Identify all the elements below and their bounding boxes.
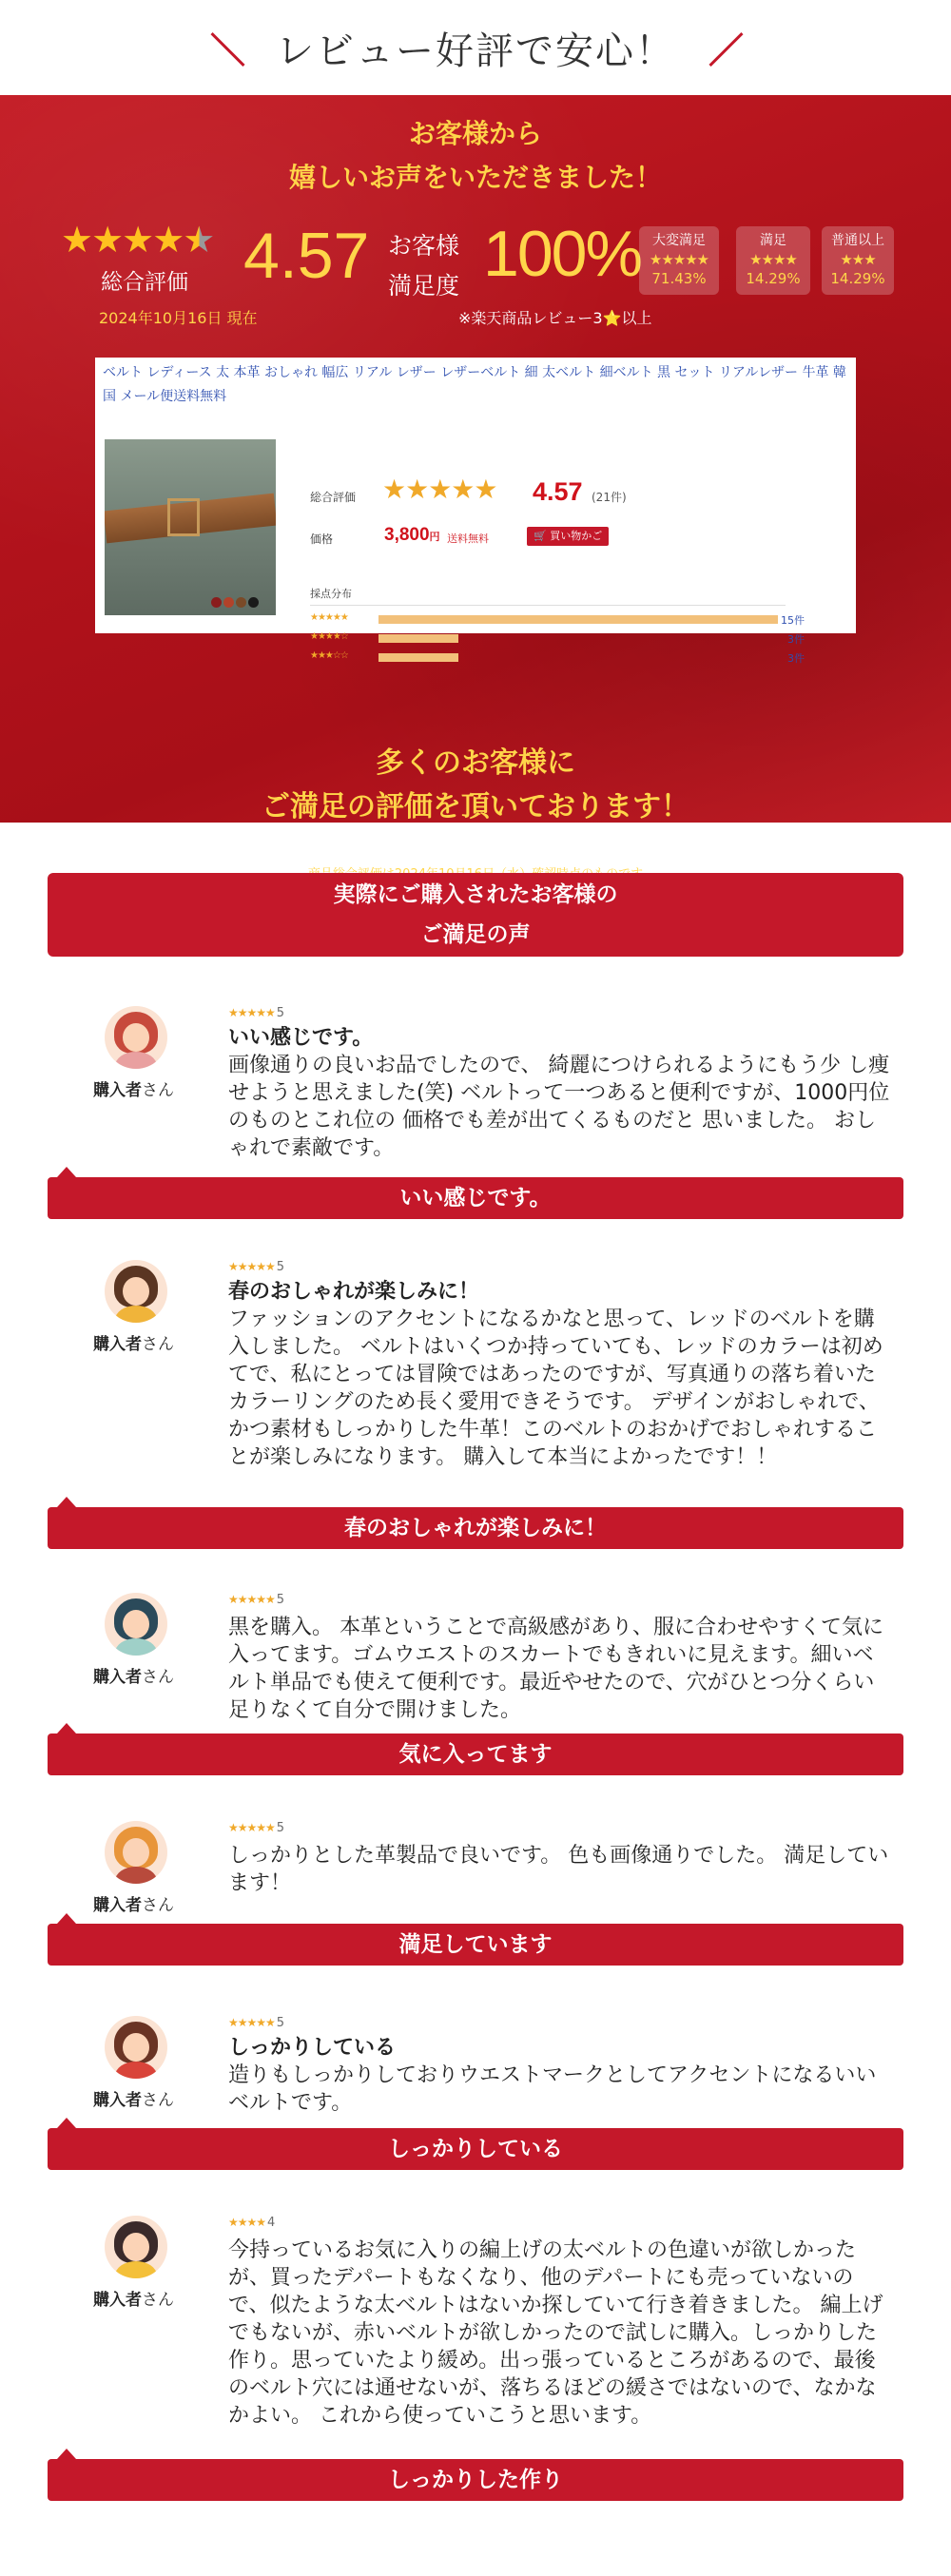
review-card: [48, 2216, 903, 2501]
ratebox-stars: ★★★★: [749, 251, 797, 268]
review-text: 今持っているお気に入りの編上げの太ベルトの色違いが欲しかったが、買ったデパートもなくなり、他のデパートにも売っていないので、似たような太ベルトはないか探していて行き着きました。 編上げでもないが、赤いベルトが欲しかったので試しに購入。しっかりした作り。思っていたより緩め。出っ張っているところがあるので、最後のベルト穴には通せないが、落ちるほどの緩さではないので、なかなかよい。 これから使っていこうと思います。: [228, 2238, 883, 2428]
reviewer-avatar: [105, 1821, 167, 1884]
overall-score: 4.57: [243, 220, 370, 292]
product-price: [384, 525, 440, 546]
review-tag-bar: [48, 1733, 903, 1775]
half-star-icon: ★: [183, 219, 214, 261]
review-score: 5: [276, 1006, 284, 1020]
product-stars: ★★★★★: [382, 474, 497, 505]
ratebox-very-satisfied: [639, 226, 719, 295]
reviewer-avatar: [105, 1260, 167, 1323]
color-swatches: [209, 593, 259, 611]
review-stars: [228, 1821, 283, 1835]
avatar-face: [123, 1838, 149, 1867]
thanks-heading: [0, 112, 951, 200]
reviewer-name: [93, 1076, 174, 1100]
rating-note: ※楽天商品レビュー3⭐以上: [458, 309, 652, 327]
review-text: 黒を購入。 本革ということで高級感があり、服に合わせやすくて気に入ってます。ゴムウエストのスカートでもきれいに見えます。細いベルト単品でも使えて便利です。最近やせたので、穴がひとつ分くらい足りなくて自分で開けました。: [228, 1616, 883, 1722]
speech-tip: [57, 2118, 76, 2128]
reviewer-suffix: さん: [142, 1896, 174, 1915]
divider: [310, 605, 786, 606]
distribution-label: 採点分布: [310, 588, 352, 600]
speech-tip: [57, 1497, 76, 1507]
distribution-count: 3件: [787, 652, 805, 665]
avatar-body: [115, 1306, 157, 1323]
section-header: [0, 0, 951, 95]
thanks-line-2: 嬉しいお声をいただきました！: [288, 162, 662, 193]
avatar-body: [115, 1052, 157, 1069]
product-score: 4.57: [533, 477, 583, 506]
distribution-row[interactable]: [310, 612, 805, 626]
review-stars: [228, 1260, 283, 1274]
satisfaction-label-2: 満足度: [388, 272, 460, 300]
review-stars: [228, 1593, 283, 1607]
review-headline: 春のおしゃれが楽しみに！: [228, 1280, 480, 1304]
reviewer-label: 購入者: [93, 1668, 142, 1687]
review-star-icons: ★★★★★: [228, 2016, 275, 2029]
distribution-row[interactable]: [310, 650, 805, 664]
ratebox-percent: 14.29%: [830, 270, 885, 287]
distribution-bar: [378, 615, 778, 624]
review-tag: 気に入ってます: [398, 1742, 553, 1767]
distribution-count: 3件: [787, 633, 805, 646]
ratebox-label: 普通以上: [831, 233, 884, 248]
ratebox-stars: ★★★: [840, 251, 876, 268]
closing-line-1: 多くのお客様に: [376, 746, 575, 780]
price-unit: 円: [429, 532, 440, 543]
distribution-stars: ★★★★☆: [310, 631, 348, 642]
speech-tip: [57, 2449, 76, 2459]
cart-button[interactable]: [527, 527, 609, 546]
reviewer-label: 購入者: [93, 2091, 142, 2110]
closing-heading: [0, 742, 951, 829]
price-value: 3,800: [384, 525, 430, 545]
review-text: ファッションのアクセントになるかなと思って、レッドのベルトを購入しました。 ベルトはいくつか持っていても、レッドのカラーは初めてで、私にとっては冒険ではあったのですが、写真通りの落ち着いたカラーリングのため長く愛用できそうです。 デザインがおしゃれで、かつ素材もしっかりした牛革！このベルトのおかげでおしゃれすることが楽しみになります。 購入して本当によかったです！！: [228, 1307, 883, 1469]
avatar-body: [115, 2062, 157, 2079]
price-label: 価格: [310, 533, 334, 546]
reviewer-name: [93, 1663, 174, 1687]
ratebox-average-or-better: [822, 226, 894, 295]
review-tag: しっかりしている: [388, 2137, 563, 2161]
review-tag: 春のおしゃれが楽しみに！: [344, 1516, 607, 1540]
satisfaction-percent: 100%: [483, 218, 641, 290]
thanks-line-1: お客様から: [408, 118, 542, 149]
speech-tip: [57, 1723, 76, 1733]
reviewer-suffix: さん: [142, 1668, 174, 1687]
speech-tip: [57, 1913, 76, 1924]
avatar-face: [123, 2233, 149, 2261]
customer-voice-banner: [48, 873, 903, 957]
review-card: [48, 1260, 903, 1549]
color-swatch: [223, 597, 234, 608]
review-score: 5: [276, 2016, 284, 2030]
reviewer-avatar: [105, 1593, 167, 1656]
reviewer-avatar: [105, 2216, 167, 2278]
review-score: 5: [276, 1593, 284, 1607]
review-headline: しっかりしている: [228, 2036, 397, 2060]
review-text: 造りもしっかりしておりウエストマークとしてアクセントになるいいベルトです。: [228, 2063, 877, 2115]
review-tag: しっかりした作り: [388, 2468, 563, 2492]
satisfaction-label: [388, 226, 459, 306]
color-swatch: [236, 597, 246, 608]
avatar-face: [123, 1277, 149, 1306]
product-review-count[interactable]: (21件): [592, 491, 627, 504]
distribution-count: 15件: [781, 614, 805, 627]
color-swatch: [211, 597, 222, 608]
distribution-row[interactable]: [310, 631, 805, 645]
ratebox-satisfied: [736, 226, 810, 295]
satisfaction-label-1: お客様: [388, 232, 460, 260]
review-stars: [228, 2216, 274, 2230]
reviewer-label: 購入者: [93, 1896, 142, 1915]
reviewer-suffix: さん: [142, 2091, 174, 2110]
reviewer-label: 購入者: [93, 1081, 142, 1100]
review-tag-bar: [48, 1924, 903, 1966]
review-star-icons: ★★★★: [228, 2216, 266, 2229]
reviewer-suffix: さん: [142, 1335, 174, 1354]
review-card: [48, 2016, 903, 2170]
ratebox-label: 満足: [760, 233, 786, 248]
avatar-body: [115, 2261, 157, 2278]
product-overall-label: 総合評価: [310, 491, 357, 504]
reviewer-suffix: さん: [142, 2291, 174, 2310]
product-photo: [105, 439, 276, 615]
review-score: 5: [276, 1821, 284, 1835]
review-stars: [228, 2016, 283, 2030]
overall-stars: ★★★★★: [61, 219, 214, 261]
review-star-icons: ★★★★★: [228, 1593, 275, 1606]
speech-tip: [57, 1167, 76, 1177]
review-stars: [228, 1006, 283, 1020]
reviewer-name: [93, 2086, 174, 2110]
reviewer-name: [93, 1891, 174, 1915]
review-text: 画像通りの良いお品でしたので、 綺麗につけられるようにもう少 し痩せようと思えました(笑) ベルトって一つあると便利ですが、1000円位のものとこれ位の 価格でも差が出てくるものだと 思いました。 おしゃれで素敵です。: [228, 1054, 890, 1160]
review-card: [48, 1006, 903, 1219]
review-star-icons: ★★★★★: [228, 1260, 275, 1273]
cart-icon: 🛒: [534, 530, 547, 542]
avatar-face: [123, 2033, 149, 2062]
review-score: 5: [276, 1260, 284, 1274]
reviewer-avatar: [105, 2016, 167, 2079]
review-tag-bar: [48, 1507, 903, 1549]
cart-label: 買い物かご: [550, 530, 603, 542]
rating-hero: [0, 95, 951, 823]
distribution-bar: [378, 653, 458, 662]
ratebox-label: 大変満足: [652, 233, 706, 248]
distribution-bar: [378, 634, 458, 643]
shipping-label: 送料無料: [447, 533, 489, 545]
reviewer-suffix: さん: [142, 1081, 174, 1100]
review-tag-bar: [48, 2459, 903, 2501]
avatar-face: [123, 1023, 149, 1052]
review-star-icons: ★★★★★: [228, 1821, 275, 1834]
review-tag-bar: [48, 1177, 903, 1219]
color-swatch: [248, 597, 259, 608]
reviewer-avatar: [105, 1006, 167, 1069]
overall-label: 総合評価: [101, 270, 188, 295]
avatar-body: [115, 1638, 157, 1656]
review-card: [48, 1593, 903, 1775]
ratebox-percent: 71.43%: [651, 270, 707, 287]
review-tag: 満足しています: [398, 1932, 553, 1957]
review-text: しっかりとした革製品で良いです。 色も画像通りでした。 満足しています！: [228, 1844, 889, 1895]
distribution-stars: ★★★★★: [310, 612, 348, 623]
product-review-screenshot: [95, 358, 856, 665]
as-of-date: 2024年10月16日 現在: [99, 309, 258, 327]
reviewer-label: 購入者: [93, 1335, 142, 1354]
distribution-stars: ★★★☆☆: [310, 650, 348, 661]
voice-line-2: ご満足の声: [420, 922, 531, 947]
review-card: [48, 1821, 903, 1966]
reviewer-name: [93, 2286, 174, 2310]
review-tag-bar: [48, 2128, 903, 2170]
review-star-icons: ★★★★★: [228, 1006, 275, 1019]
review-score: 4: [267, 2216, 275, 2230]
voice-line-1: 実際にご購入されたお客様の: [333, 882, 618, 907]
buckle-image: [167, 498, 200, 536]
review-tag: いい感じです。: [399, 1186, 552, 1211]
ratebox-percent: 14.29%: [746, 270, 801, 287]
closing-line-2: ご満足の評価を頂いております！: [262, 790, 689, 823]
review-headline: いい感じです。: [228, 1026, 374, 1050]
avatar-body: [115, 1867, 157, 1884]
product-title-link[interactable]: ベルト レディース 太 本革 おしゃれ 幅広 リアル レザー レザーベルト 細 太ベルト 細ベルト 黒 セット リアルレザー 牛革 韓国 メール便送料無料: [103, 365, 846, 404]
avatar-face: [123, 1610, 149, 1638]
ratebox-stars: ★★★★★: [649, 251, 709, 268]
reviewer-name: [93, 1330, 174, 1354]
header-title: レビュー好評で安心！: [276, 29, 675, 73]
reviewer-label: 購入者: [93, 2291, 142, 2310]
